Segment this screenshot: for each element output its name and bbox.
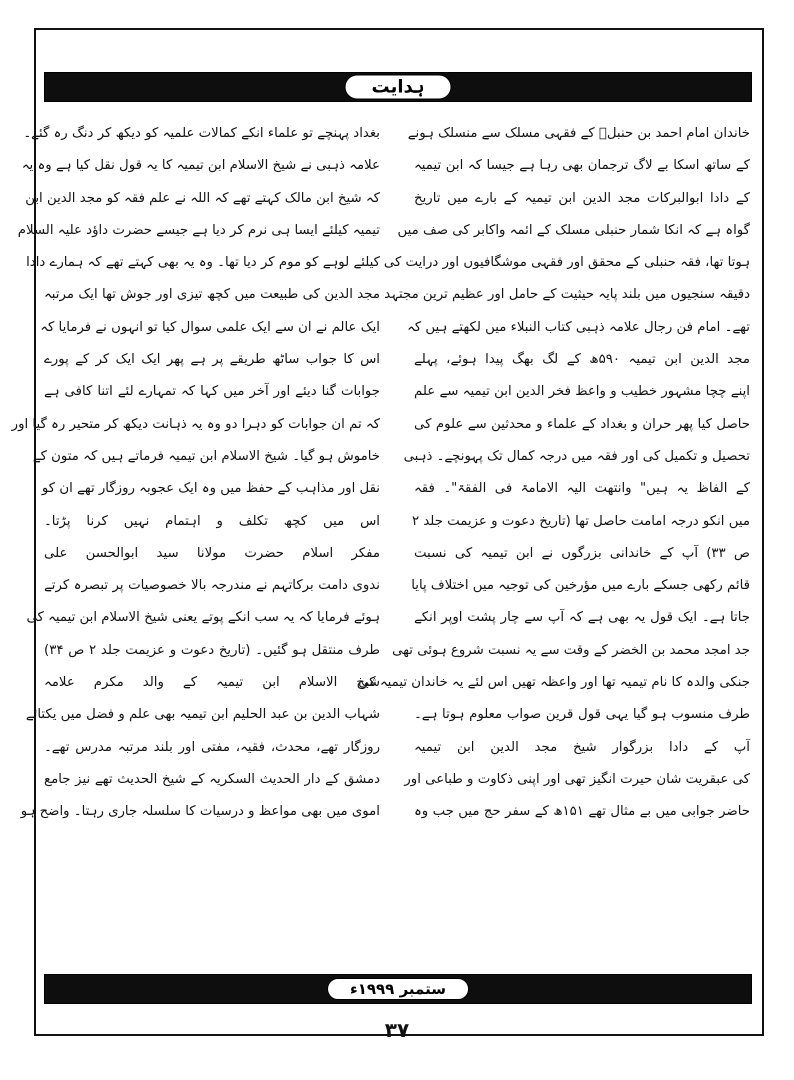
footer-band	[44, 974, 752, 1004]
text-line: تحصیل و تکمیل کی اور فقہ میں درجہ کمال تک پہونچے۔ ذہبی	[403, 448, 750, 464]
text-line: حاضر جوابی میں بے مثال تھے ۱۵۱ھ کے سفر حج میں جب وہ	[414, 804, 750, 820]
text-line: کی عبقریت شان حیرت انگیز تھی اور اپنی ذکاوت و طباعی اور	[404, 771, 750, 787]
text-line: گواہ ہے کہ انکا شمار حنبلی مسلک کے ائمہ واکابر کی صف میں	[397, 222, 750, 238]
text-line: خاموش ہو گیا۔ شیخ الاسلام ابن تیمیہ فرماتے ہیں کہ متون کے	[32, 448, 380, 464]
text-line: میں انکو درجہ امامت حاصل تھا (تاریخ دعوت و عزیمت جلد ۲	[411, 513, 750, 529]
text-line: علامہ ذہبی نے شیخ الاسلام ابن تیمیہ کا یہ قول نقل کیا ہے وہ یہ	[21, 158, 380, 174]
text-line: مفکر اسلام حضرت مولانا سید ابوالحسن علی	[44, 545, 380, 561]
text-line: طرف منسوب ہو گیا یہی قول قرین صواب معلوم ہوتا ہے۔	[414, 707, 750, 723]
text-line: جوابات گنا دیئے اور آخر میں کہا کہ تمہارے لئے اتنا کافی ہے	[44, 384, 380, 400]
text-line: بغداد پہنچے تو علماء انکے کمالات علمیہ کو دیکھ کر دنگ رہ گئے۔	[23, 126, 380, 141]
text-line: اپنے چچا مشہور خطیب و واعظ فخر الدین ابن تیمیہ سے علم	[414, 384, 750, 400]
text-line: کے ساتھ اسکا بے لاگ ترجمان بھی رہا ہے جیسا کہ ابن تیمیہ	[414, 158, 750, 174]
header-band	[44, 72, 752, 102]
text-line: اس کا جواب ساٹھ طریقے پر ہے پھر ایک ایک کر کے پورے	[44, 352, 380, 368]
text-line: کہ شیخ ابن مالک کہتے تھے کہ اللہ نے علم فقہ کو مجد الدین ابن	[25, 190, 380, 206]
page-number: ۳۷	[384, 1018, 410, 1042]
text-line: کے الفاظ یہ ہیں" وانتھت الیہ الامامۃ فی الفقۃ"۔ فقہ	[414, 481, 750, 497]
article-columns	[11, 118, 750, 962]
text-line: ایک عالم نے ان سے ایک علمی سوال کیا تو انہوں نے فرمایا کہ	[40, 319, 380, 335]
text-line: اموی میں بھی مواعظ و درسیات کا سلسلہ جاری رہتا۔ واضح ہو	[20, 804, 380, 820]
text-line: شہاب الدین بن عبد الحلیم ابن تیمیہ بھی علم و فضل میں یکتائے	[25, 707, 380, 723]
text-line: طرف منتقل ہو گئیں۔ (تاریخ دعوت و عزیمت جلد ۲ ص ۳۴)	[44, 642, 380, 658]
text-line: جد امجد محمد بن الخضر کے وقت سے یہ نسبت شروع ہوئی تھی	[392, 642, 750, 658]
text-line: تیمیہ کیلئے ایسا ہی نرم کر دیا ہے جیسے حضرت داؤد علیہ السلام	[17, 222, 380, 238]
text-line: ندوی دامت برکاتہم نے مندرجہ بالا خصوصیات پر تبصرہ کرتے	[44, 578, 380, 594]
text-line: اس میں کچھ تکلف و اہتمام نہیں کرنا پڑتا۔	[44, 513, 380, 529]
text-line: کے دادا ابوالبرکات مجد الدین ابن تیمیہ کے بارے میں تاریخ	[414, 190, 750, 206]
text-line: کہ تم ان جوابات کو دہرا دو وہ یہ ذہانت دیکھ کر متحیر رہ گیا اور	[11, 416, 380, 432]
text-line: قائم رکھی جسکے بارے میں مؤرخین کی توجیہ میں اختلاف پایا	[411, 578, 750, 594]
text-line: شیخ الاسلام ابن تیمیہ کے والد مکرم علامہ	[44, 675, 380, 691]
text-line: ہوئے فرمایا کہ یہ سب انکے پوتے یعنی شیخ الاسلام ابن تیمیہ کی	[26, 610, 380, 626]
text-line: جنکی والدہ کا نام تیمیہ تھا اور واعظہ تھیں اس لئے یہ خاندان تیمیہ کی	[358, 675, 750, 691]
right-column	[358, 118, 750, 962]
issue-date: ستمبر ۱۹۹۹ء	[327, 978, 469, 1000]
text-line: تھے۔ امام فن رجال علامہ ذہبی کتاب النبلاء میں لکھتے ہیں کہ	[407, 319, 750, 335]
text-line: جاتا ہے۔ ایک قول یہ بھی ہے کہ آپ سے چار پشت اوپر انکے	[414, 610, 750, 626]
text-line: ہوتا تھا، فقہ حنبلی کے محقق اور فقہی موشگافیوں اور درایت کی	[383, 255, 750, 271]
text-line: دقیقہ سنجیوں میں بلند پایہ حیثیت کے حامل اور عظیم ترین مجتہد	[384, 287, 750, 303]
text-line: کیلئے لوہے کو موم کر دیا تھا۔ وہ یہ بھی کہتے تھے کہ ہمارے دادا	[26, 255, 380, 271]
text-line: حاصل کیا پھر حران و بغداد کے علماء و محدثین سے علوم کی	[414, 416, 750, 432]
text-line: آپ کے دادا بزرگوار شیخ مجد الدین ابن تیمیہ	[414, 739, 750, 755]
text-line: مجد الدین کی طبیعت میں کچھ تیزی اور جوش تھا ایک مرتبہ	[44, 287, 380, 303]
magazine-title: ہدایت	[345, 75, 452, 100]
text-line: خاندان امام احمد بن حنبلؒ کے فقہی مسلک سے منسلک ہونے	[407, 126, 750, 141]
text-line: مجد الدین ابن تیمیہ ۵۹۰ھ کے لگ بھگ پیدا ہوئے، پہلے	[414, 352, 750, 368]
text-line: روزگار تھے، محدث، فقیہ، مفتی اور بلند مرتبہ مدرس تھے۔	[44, 739, 380, 755]
text-line: نقل اور مذاہب کے حفظ میں وہ ایک عجوبہ روزگار تھے ان کو	[41, 481, 380, 497]
left-column	[11, 118, 380, 962]
text-line: دمشق کے دار الحدیث السکریہ کے شیخ الحدیث تھے نیز جامع	[44, 771, 380, 787]
text-line: ص ۳۳) آپ کے خاندانی بزرگوں نے ابن تیمیہ کی نسبت	[414, 545, 750, 561]
